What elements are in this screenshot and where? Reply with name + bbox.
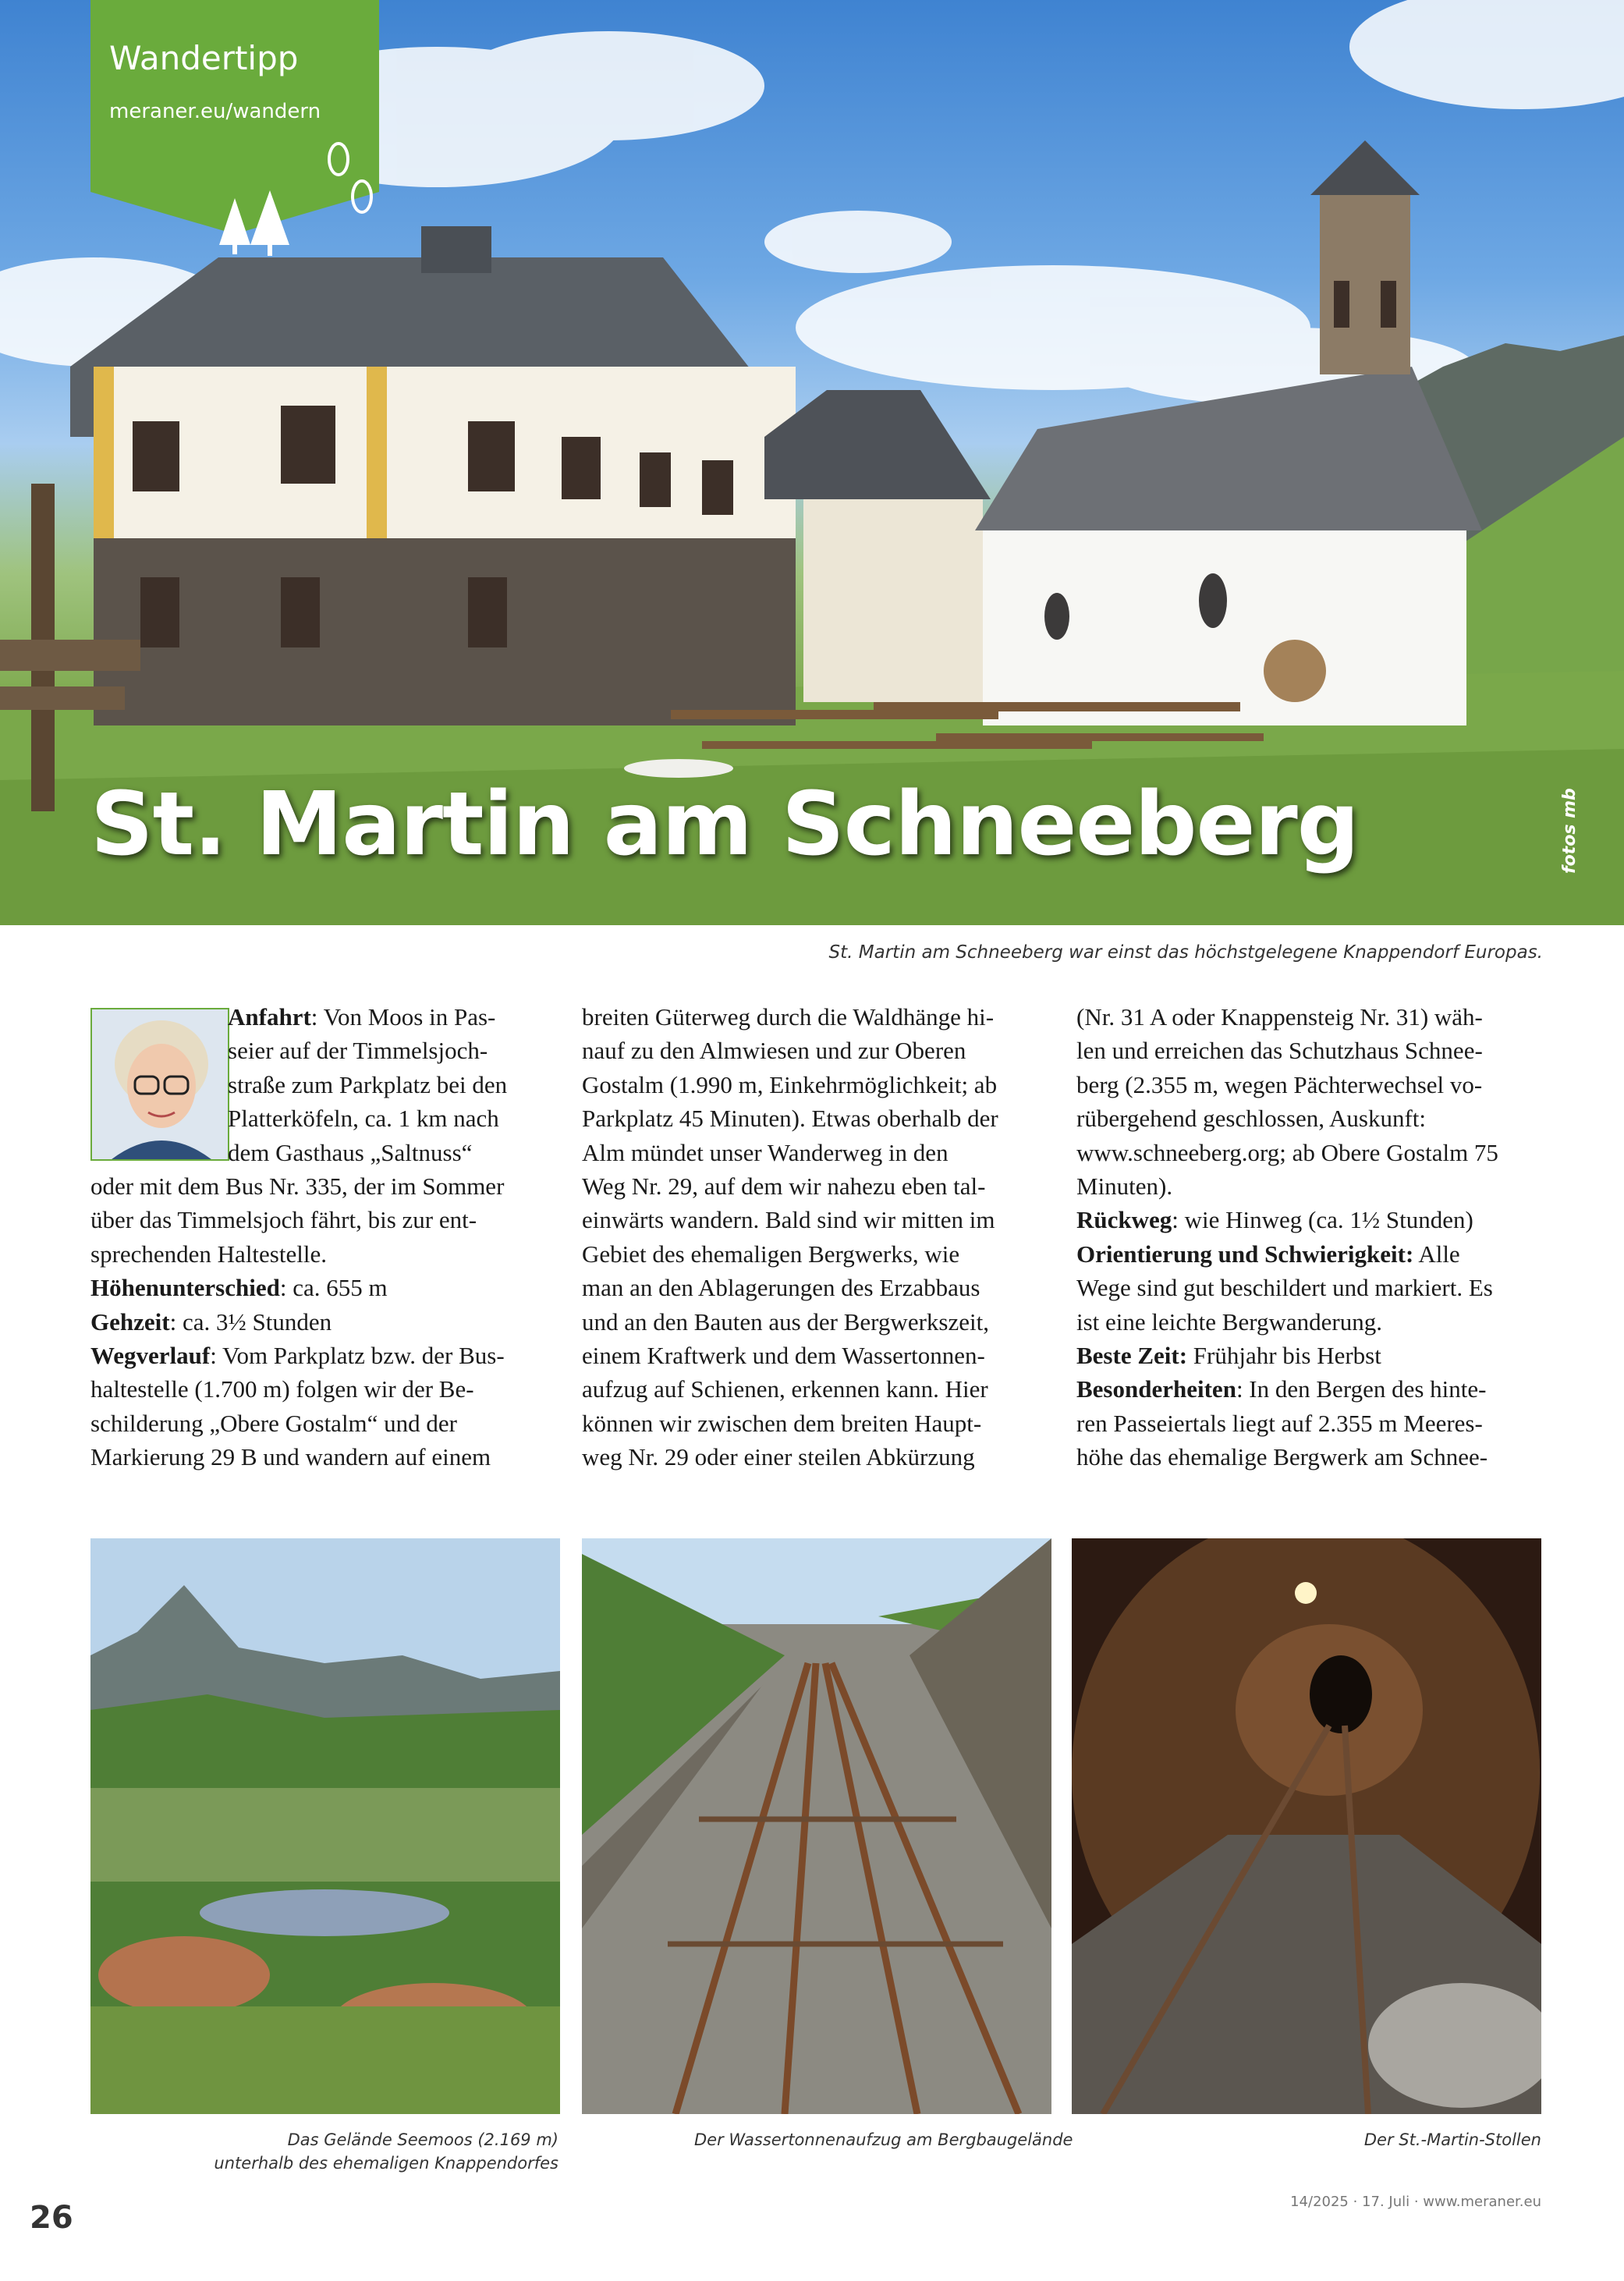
text-line: len und erreichen das Schutzhaus Schnee- — [1076, 1037, 1483, 1065]
text-line: dem Gasthaus „Saltnuss“ — [228, 1138, 473, 1166]
text-line: schilderung „Obere Gostalm“ und der — [90, 1409, 458, 1437]
caption-photo-1 — [214, 2128, 558, 2175]
text-line: haltestelle (1.700 m) folgen wir der Be- — [90, 1375, 474, 1403]
photo-wassertonnenaufzug — [582, 1538, 1051, 2114]
text-line-rest: : Vom Parkplatz bzw. der Bus- — [210, 1342, 505, 1370]
text-line — [90, 1305, 566, 1339]
text-line: straße zum Parkplatz bei den — [228, 1070, 508, 1098]
footer-issue-info: 14/2025 · 17. Juli · www.meraner.eu — [1290, 2194, 1541, 2210]
photo-wassertonnenaufzug-image — [582, 1538, 1051, 2114]
article-headline: St. Martin am Schneeberg — [90, 774, 1359, 875]
photo-st-martin-stollen — [1072, 1538, 1541, 2114]
text-line-bold-label: Beste Zeit: — [1076, 1342, 1188, 1370]
text-line: und an den Bauten aus der Bergwerkszeit, — [582, 1307, 989, 1336]
text-line: man an den Ablagerungen des Erzabbaus — [582, 1274, 980, 1302]
text-line: Minuten). — [1076, 1172, 1173, 1201]
text-line-rest: : wie Hinweg (ca. 1½ Stunden) — [1172, 1206, 1473, 1234]
caption-photo-1-line-1: Das Gelände Seemoos (2.169 m) — [287, 2130, 558, 2149]
text-line-bold-label: Höhenunterschied — [90, 1274, 280, 1302]
photo-seemoos — [90, 1538, 560, 2114]
text-line — [90, 1271, 566, 1304]
text-line — [1076, 1339, 1552, 1372]
text-line-bold-label: Rückweg — [1076, 1206, 1172, 1234]
text-line-bold-label: Orientierung und Schwierigkeit: — [1076, 1240, 1414, 1268]
text-line: ist eine leichte Bergwanderung. — [1076, 1307, 1382, 1336]
caption-photo-3: Der St.-Martin-Stollen — [1363, 2130, 1541, 2149]
wandertipp-badge — [90, 0, 379, 234]
text-line-bold-label: Besonderheiten — [1076, 1375, 1236, 1403]
text-line: weg Nr. 29 oder einer steilen Abkürzung — [582, 1443, 975, 1471]
text-line-rest: Frühjahr bis Herbst — [1187, 1342, 1381, 1370]
text-line: Wege sind gut beschildert und markiert. Es — [1076, 1274, 1493, 1302]
text-line — [1076, 1237, 1552, 1271]
caption-photo-2: Der Wassertonnenaufzug am Bergbaugelände — [694, 2130, 1073, 2149]
text-line: Gebiet des ehemaligen Bergwerks, wie — [582, 1240, 960, 1268]
text-line: berg (2.355 m, wegen Pächterwechsel vo- — [1076, 1070, 1483, 1098]
text-line: ren Passeiertals liegt auf 2.355 m Meeres- — [1076, 1409, 1483, 1437]
text-line-rest: : Von Moos in Pas- — [310, 1003, 496, 1031]
text-line: höhe das ehemalige Bergwerk am Schnee- — [1076, 1443, 1488, 1471]
text-line: Parkplatz 45 Minuten). Etwas oberhalb der — [582, 1105, 998, 1133]
text-line: Alm mündet unser Wanderweg in den — [582, 1138, 949, 1166]
text-line: aufzug auf Schienen, erkennen kann. Hier — [582, 1375, 988, 1403]
badge-title: Wandertipp — [109, 39, 299, 77]
photo-seemoos-image — [90, 1538, 560, 2114]
text-line-rest: : ca. 3½ Stunden — [169, 1307, 332, 1336]
text-line-bold-label: Anfahrt — [228, 1003, 311, 1031]
photo-st-martin-stollen-image — [1072, 1538, 1541, 2114]
text-line: breiten Güterweg durch die Waldhänge hi- — [582, 1003, 995, 1031]
text-column-2 — [582, 1000, 1058, 1474]
hero-photo — [0, 0, 1624, 925]
text-column-3 — [1076, 1000, 1552, 1474]
text-line-bold-label: Wegverlauf — [90, 1342, 211, 1370]
text-line: Weg Nr. 29, auf dem wir nahezu eben tal- — [582, 1172, 986, 1201]
photo-credit: fotos mb — [1560, 788, 1580, 874]
footprints-icon — [324, 140, 379, 226]
text-line: rübergehend geschlossen, Auskunft: — [1076, 1105, 1426, 1133]
text-line-rest: Alle — [1413, 1240, 1460, 1268]
text-line-rest: : In den Bergen des hinte- — [1236, 1375, 1487, 1403]
page-number: 26 — [30, 2200, 73, 2236]
text-line: Gostalm (1.990 m, Einkehrmöglichkeit; ab — [582, 1070, 998, 1098]
text-line — [1076, 1372, 1552, 1406]
text-line: über das Timmelsjoch fährt, bis zur ent- — [90, 1206, 477, 1234]
text-line — [90, 1339, 566, 1372]
badge-url: meraner.eu/wandern — [109, 100, 321, 123]
hero-caption: St. Martin am Schneeberg war einst das höchstgelegene Knappendorf Europas. — [828, 942, 1543, 963]
text-line: (Nr. 31 A oder Knappensteig Nr. 31) wäh- — [1076, 1003, 1483, 1031]
text-line: nauf zu den Almwiesen und zur Oberen — [582, 1037, 966, 1065]
text-line: Platterköfeln, ca. 1 km nach — [228, 1105, 499, 1133]
text-line: seier auf der Timmelsjoch- — [228, 1037, 488, 1065]
text-line: www.schneeberg.org; ab Obere Gostalm 75 — [1076, 1138, 1498, 1166]
text-line: sprechenden Haltestelle. — [90, 1240, 327, 1268]
text-line: können wir zwischen dem breiten Haupt- — [582, 1409, 982, 1437]
text-line-bold-label: Gehzeit — [90, 1307, 170, 1336]
text-line: oder mit dem Bus Nr. 335, der im Sommer — [90, 1172, 505, 1201]
text-line-rest: : ca. 655 m — [279, 1274, 388, 1302]
trees-icon — [215, 190, 301, 261]
caption-photo-1-line-2: unterhalb des ehemaligen Knappendorfes — [214, 2154, 558, 2173]
text-line — [1076, 1203, 1552, 1236]
text-column-1 — [90, 1000, 566, 1474]
text-line: einem Kraftwerk und dem Wassertonnen- — [582, 1342, 985, 1370]
text-line: einwärts wandern. Bald sind wir mitten im — [582, 1206, 995, 1234]
text-line: Markierung 29 B und wandern auf einem — [90, 1443, 491, 1471]
text-line — [228, 1000, 566, 1034]
